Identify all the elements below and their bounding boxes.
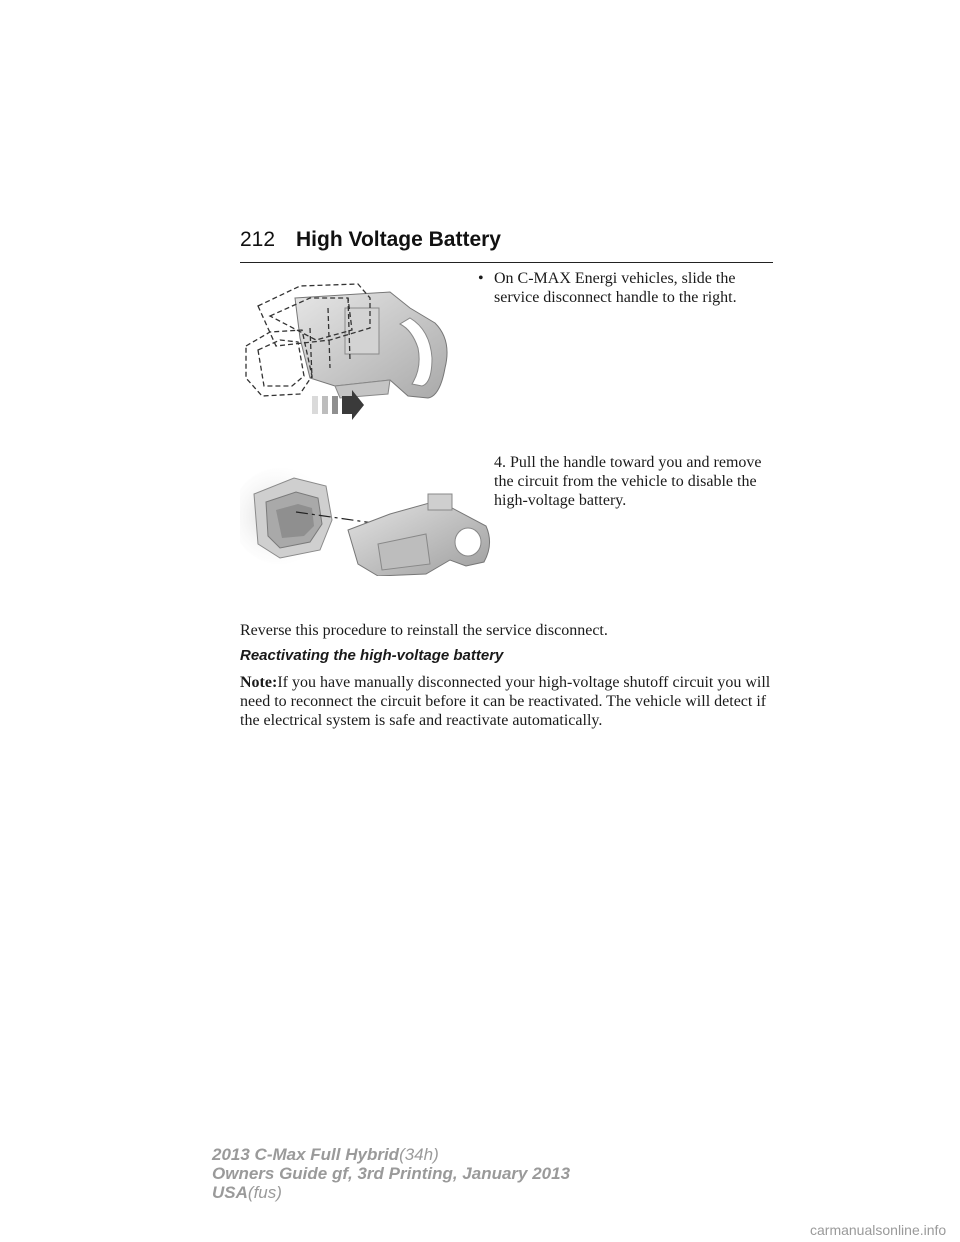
footer-line-2: Owners Guide gf, 3rd Printing, January 2013 — [212, 1164, 571, 1183]
bullet-text: On C-MAX Energi vehicles, slide the service disconnect handle to the right. — [494, 270, 737, 306]
service-disconnect-removal-illustration — [240, 464, 495, 576]
note-paragraph — [240, 673, 780, 730]
note-text: If you have manually disconnected your high-voltage shutoff circuit you will need to reconnect the circuit before it can be reactivated. The vehicle will detect if the electrical system is safe and reactivate automatically. — [240, 674, 771, 729]
section-subheading: Reactivating the high-voltage battery — [240, 647, 504, 664]
step-four-text: 4. Pull the handle toward you and remove the circuit from the vehicle to disable the high-voltage battery. — [494, 454, 762, 509]
bullet-mark: • — [478, 270, 484, 287]
footer-market: USA — [212, 1183, 248, 1202]
page-header — [240, 226, 773, 263]
site-watermark: carmanualsonline.info — [810, 1222, 947, 1238]
footer-model: 2013 C-Max Full Hybrid — [212, 1145, 400, 1164]
document-footer — [212, 1145, 712, 1202]
footer-line-3 — [212, 1183, 712, 1202]
bullet-item — [480, 269, 775, 307]
footer-market-code: (fus) — [247, 1183, 282, 1202]
page-number: 212 — [240, 228, 276, 251]
footer-line-1 — [212, 1145, 712, 1164]
footer-model-code: (34h) — [399, 1145, 439, 1164]
service-disconnect-slide-illustration — [240, 268, 450, 428]
page-title: High Voltage Battery — [296, 228, 501, 251]
note-label: Note: — [240, 674, 278, 691]
reverse-procedure-text: Reverse this procedure to reinstall the service disconnect. — [240, 622, 608, 639]
